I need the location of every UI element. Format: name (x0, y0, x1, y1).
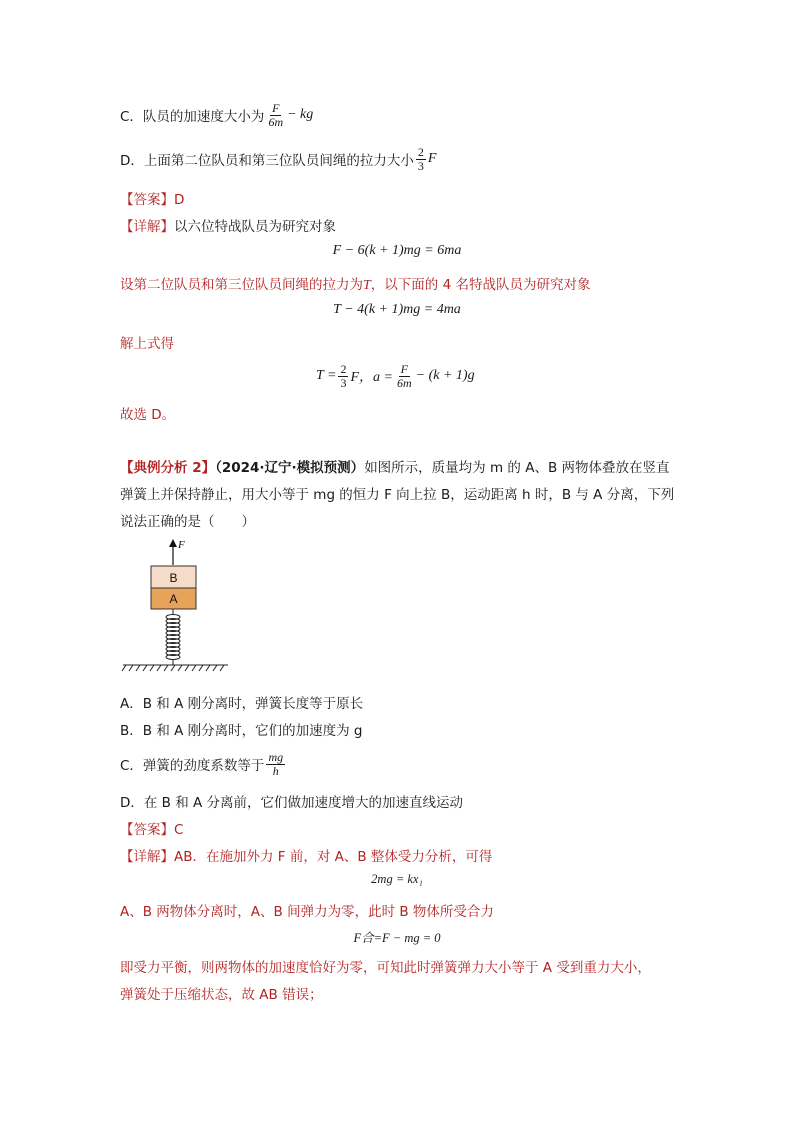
q2-detail (120, 845, 492, 865)
q2-option-d: D．在 B 和 A 分离前，它们做加速度增大的加速直线运动 (120, 795, 464, 811)
q1-option-d (120, 143, 436, 175)
q1-detail (120, 215, 336, 235)
q2-detail-text: AB．在施加外力 F 前，对 A、B 整体受力分析，可得 (174, 849, 493, 865)
q2-source: （2024·辽宁·模拟预测） (215, 460, 365, 476)
q1-option-c-prefix: C．队员的加速度大小为 (120, 109, 265, 125)
q1-option-d-suffix: F (427, 151, 437, 166)
q2-line-3: 即受力平衡，则两物体的加速度恰好为零，可知此时弹簧弹力大小等于 A 受到重力大小， (120, 960, 651, 976)
q1-detail-label: 【详解】 (120, 219, 174, 235)
q1-option-d-prefix: D．上面第二位队员和第三位队员间绳的拉力大小 (120, 153, 414, 169)
block-b-label: B (169, 571, 178, 585)
q2-option-c-prefix: C．弹簧的劲度系数等于 (120, 758, 265, 774)
q2-option-a: A．B 和 A 刚分离时，弹簧长度等于原长 (120, 696, 364, 712)
q1-equation-3: T = $\frac{2}{3}$ F，a = $\frac{F}{6m}$ − (k + 1)g (316, 361, 475, 390)
force-label: F (178, 539, 185, 551)
q1-conclusion: 故选 D。 (120, 407, 176, 423)
q1-equation-2: T − 4(k + 1)mg = 4ma (333, 302, 461, 317)
q2-equation-1: 2mg = kx₁ (371, 872, 423, 886)
q1-option-c-suffix: − kg (287, 107, 314, 122)
spring-block-diagram (120, 535, 230, 680)
q2-stem-line-2: 弹簧上并保持静止，用大小等于 mg 的恒力 F 向上拉 B，运动距离 h 时，B 与 A 分离，下列 (120, 487, 675, 503)
q1-option-c (120, 100, 313, 130)
spring (166, 609, 180, 665)
q2-equation-2: F合=F − mg = 0 (353, 931, 441, 945)
q1-detail-text: 以六位特战队员为研究对象 (174, 219, 336, 235)
q2-option-b: B．B 和 A 刚分离时，它们的加速度为 g (120, 723, 363, 739)
q2-line-4: 弹簧处于压缩状态，故 AB 错误； (120, 987, 323, 1003)
q1-equation-1: F − 6(k + 1)mg = 6ma (332, 243, 462, 258)
q2-answer: 【答案】C (120, 822, 184, 838)
q2-stem-line-3: 说法正确的是（ ） (120, 514, 255, 530)
q1-solve-label: 解上式得 (120, 336, 174, 352)
block-a-label: A (169, 592, 178, 606)
q2-stem-line-1: 【典例分析 2】（2024·辽宁·模拟预测）如图所示，质量均为 m 的 A、B 两物体叠放在竖直 (120, 460, 670, 476)
q2-option-c (120, 746, 287, 782)
spring-block-figure (120, 535, 230, 680)
q2-detail-label: 【详解】 (120, 849, 174, 865)
q1-line-2: 设第二位队员和第三位队员间绳的拉力为T，以下面的 4 名特战队员为研究对象 (120, 277, 591, 293)
q1-option-d-fraction: $\frac{2}{3}$ (417, 144, 424, 173)
q1-answer: 【答案】D (120, 192, 185, 208)
force-arrow-head (169, 539, 177, 547)
q1-option-c-fraction: $\frac{F}{6m}$ (268, 100, 284, 129)
q2-line-2: A、B 两物体分离时，A、B 间弹力为零，此时 B 物体所受合力 (120, 904, 494, 920)
q2-option-c-fraction: $\frac{mg}{h}$ (268, 749, 284, 778)
q2-label: 【典例分析 2】 (120, 460, 216, 476)
ground (122, 665, 228, 671)
